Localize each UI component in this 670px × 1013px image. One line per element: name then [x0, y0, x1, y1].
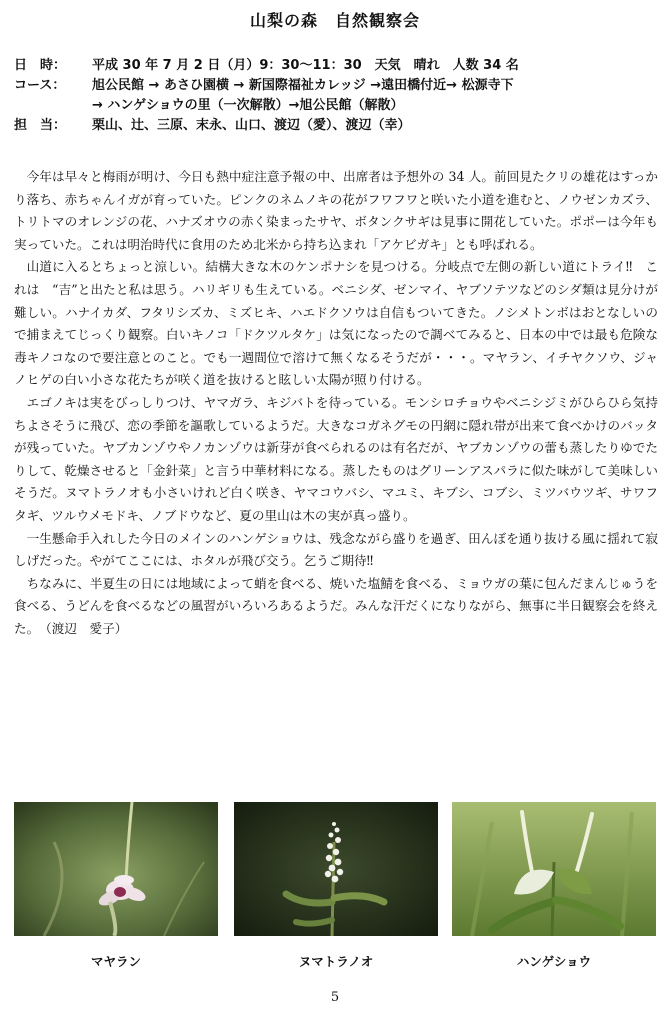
paragraph: 今年は早々と梅雨が明け、今日も熱中症注意予報の中、出席者は予想外の 34 人。前回見たクリの雄花はすっかり落ち、赤ちゃんイガが育っていた。ピンクのネムノキの花がフワフワと咲いた小道を進むと、ノウゼンカズラ、トリトマのオレンジの花、ハナズオウの赤く染まったサヤ、ボタンクサギは見事に開花していた。ポポーは今年も実っていた。これは明治時代に食用のため北米から持ち込まれ「アケビガキ」とも呼ばれる。 — [14, 169, 658, 252]
paragraph: ちなみに、半夏生の日には地域によって蛸を食べる、焼いた塩鯖を食べる、ミョウガの葉に包んだまんじゅうを食べる、うどんを食べるなどの風習がいろいろあるようだ。みんな汗だくになりながら、無事に半日観察会を終えた。 （渡辺 愛子） — [14, 575, 658, 636]
course-label: コース： — [14, 78, 66, 93]
caption-hangeshou: ハンゲショウ — [516, 954, 592, 969]
date-row — [14, 56, 664, 76]
course-line-1: 旭公民館 → あさひ園横 → 新国際福祉カレッジ →遠田橋付近→ 松源寺下 — [92, 78, 514, 93]
event-info — [14, 56, 664, 136]
date-value: 平成 30 年 7 月 2 日（月）9：30〜11：30 天気 晴れ 人数 34 名 — [92, 58, 519, 73]
photo-gallery — [0, 802, 670, 972]
caption-numatoranoo: ヌマトラノオ — [298, 954, 374, 969]
article-body — [14, 166, 658, 640]
page-number: 5 — [330, 990, 340, 1005]
staff-label: 担 当： — [14, 118, 67, 133]
caption-mayaran: マヤラン — [90, 954, 141, 969]
paragraph: 山道に入るとちょっと涼しい。結構大きな木のケンポナシを見つける。分岐点で左側の新しい道にトライ‼ これは “吉”と出たと私は思う。ハリギリも生えている。ベニシダ、ゼンマイ、ヤブソテツなどのシダ類は見分けが難しい。ハナイカダ、フタリシズカ、ミズヒキ、ハエドクソウは自信もついてきた。ノシメトンボはおとなしいので捕まえてじっくり観察。白いキノコ「ドクツルタケ」は気になったので調べてみると、日本の中では最も危険な毒キノコなので要注意とのこと。でも一週間位で溶けて無くなるそうだが・・・。マヤラン、イチヤクソウ、ジャノヒゲの白い小さな花たちが咲く道を抜けると眩しい太陽が照り付ける。 — [14, 259, 658, 388]
staff-row — [14, 116, 664, 136]
staff-value: 栗山、辻、三原、末永、山口、渡辺（愛）、渡辺（幸） — [92, 118, 411, 133]
photo-hangeshou — [452, 802, 656, 936]
course-line-2: → ハンゲショウの里（一次解散）→旭公民館（解散） — [92, 98, 404, 113]
photo-numatoranoo — [234, 802, 438, 936]
date-label: 日 時： — [14, 58, 67, 73]
photo-mayaran — [14, 802, 218, 936]
course-row — [14, 76, 664, 96]
page-title: 山梨の森 自然観察会 — [249, 11, 420, 30]
paragraph: 一生懸命手入れした今日のメインのハンゲショウは、残念ながら盛りを過ぎ、田んぼを通り抜ける風に揺れて寂しげだった。やがてここには、ホタルが飛び交う。乞うご期待‼ — [14, 530, 658, 569]
paragraph: エゴノキは実をびっしりつけ、ヤマガラ、キジバトを待っている。モンシロチョウやベニシジミがひらひら気持ちよさそうに飛び、恋の季節を謳歌しているようだ。大きなコガネグモの円網に隠れ帯が出来て食べかけのバッタが残っていた。ヤブカンゾウやノカンゾウは新芽が食べられるのは有名だが、ヤブカンゾウの蕾も蒸したりゆでたりして、乾燥させると「金針菜」と言う中華材料になる。蒸したものはグリーンアスパラに似た味がして美味しいそうだ。ヌマトラノオも小さいけれど白く咲き、ヤマコウバシ、マユミ、キブシ、コブシ、ミツバウツギ、サワフタギ、ツルウメモドキ、ノブドウなど、夏の里山は木の実が真っ盛り。 — [14, 394, 658, 523]
